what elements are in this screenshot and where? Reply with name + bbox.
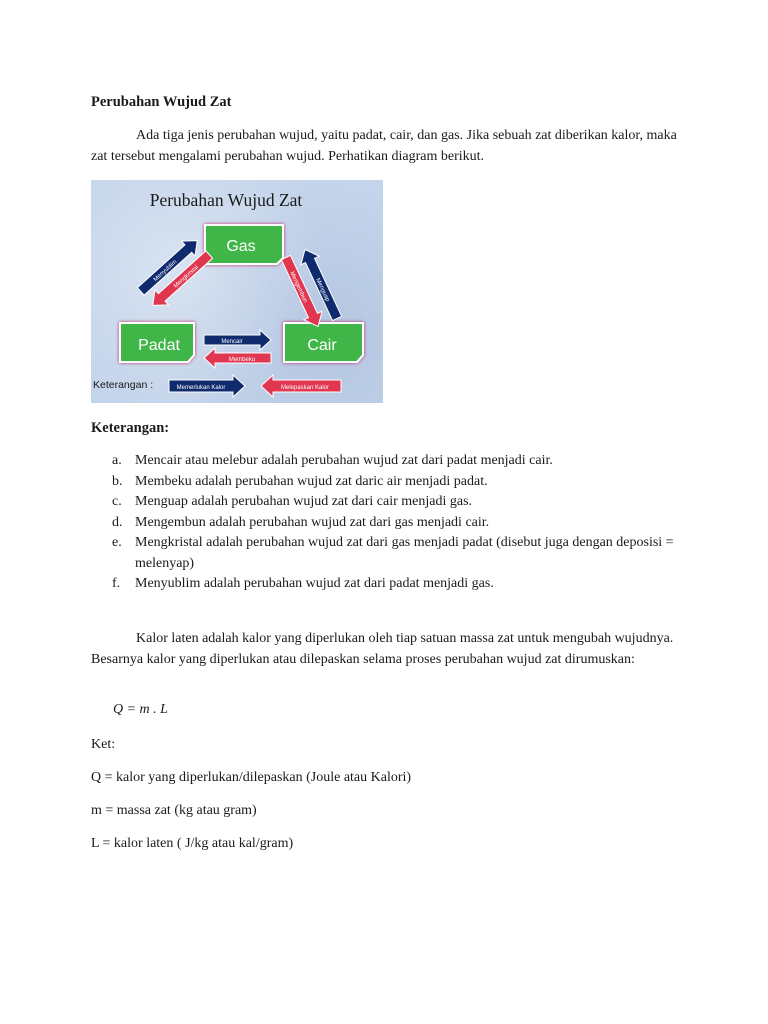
list-item	[112, 533, 692, 574]
arrow-label-mengkristal: Mengkristal	[173, 264, 200, 290]
list-item	[112, 574, 692, 595]
list-item-text: Mengembun adalah perubahan wujud zat dari gas menjadi cair.	[135, 514, 490, 530]
legend-release-heat-label: Melepaskan Kalor	[280, 385, 330, 391]
arrow-label-menyublim: Menyublim	[152, 259, 179, 284]
keterangan-heading: Keterangan:	[91, 420, 170, 436]
list-item-text: Menyublim adalah perubahan wujud zat dari padat menjadi gas.	[135, 576, 494, 591]
keterangan-list	[112, 451, 692, 595]
arrow-membeku	[204, 348, 271, 368]
arrow-label-mengembun: Mengembun	[288, 270, 308, 304]
legend-label: Keterangan :	[93, 379, 154, 391]
arrow-label-membeku: Membeku	[228, 357, 256, 363]
list-item-letter: b.	[112, 473, 123, 489]
intro-paragraph	[91, 125, 681, 167]
list-item-text: Membeku adalah perubahan wujud zat daric air menjadi padat.	[135, 473, 488, 489]
latent-paragraph	[91, 628, 676, 670]
diagram-title: Perubahan Wujud Zat	[149, 190, 303, 210]
list-item-letter: c.	[112, 494, 122, 509]
list-item-letter: e.	[112, 535, 122, 550]
formula: Q = m . L	[113, 702, 168, 717]
legend-release-heat	[261, 375, 341, 397]
list-item-text: Mengkristal adalah perubahan wujud zat dari gas menjadi padat (disebut juga dengan deposisi = melenyap)	[135, 535, 674, 571]
list-item	[112, 513, 692, 534]
ket-label: Ket:	[91, 737, 116, 752]
list-item	[112, 472, 692, 493]
state-box-gas	[205, 225, 283, 264]
list-item-text: Mencair atau melebur adalah perubahan wujud zat dari padat menjadi cair.	[135, 453, 553, 468]
definition-m: m = massa zat (kg atau gram)	[91, 803, 257, 818]
latent-text: Kalor laten adalah kalor yang diperlukan oleh tiap satuan massa zat untuk mengubah wujudnya. Besarnya kalor yang diperlukan atau dilepaskan selama proses perubahan wujud zat dirumuskan:	[91, 631, 674, 667]
legend-need-heat	[169, 375, 245, 397]
state-label-padat: Padat	[138, 337, 180, 354]
intro-text: Ada tiga jenis perubahan wujud, yaitu padat, cair, dan gas. Jika sebuah zat diberikan kalor, maka zat tersebut mengalami perubahan wujud. Perhatikan diagram berikut.	[91, 128, 677, 164]
list-item	[112, 451, 692, 472]
definition-l: L = kalor laten ( J/kg atau kal/gram)	[91, 836, 294, 851]
state-box-cair	[284, 323, 363, 362]
diagram-canvas	[91, 180, 383, 403]
state-box-padat	[120, 323, 194, 362]
phase-change-diagram	[91, 180, 383, 403]
list-item-text: Menguap adalah perubahan wujud zat dari cair menjadi gas.	[135, 494, 473, 509]
list-item-letter: d.	[112, 514, 123, 530]
list-item	[112, 492, 692, 513]
state-label-cair: Cair	[307, 337, 337, 354]
page-title: Perubahan Wujud Zat	[91, 94, 232, 110]
list-item-letter: f.	[112, 576, 121, 591]
arrow-mencair	[204, 330, 271, 350]
state-label-gas: Gas	[226, 238, 256, 255]
definition-q: Q = kalor yang diperlukan/dilepaskan (Joule atau Kalori)	[91, 770, 412, 785]
arrow-label-mencair: Mencair	[221, 339, 243, 345]
legend-need-heat-label: Memerlukan Kalor	[176, 385, 226, 391]
list-item-letter: a.	[112, 453, 122, 468]
arrow-label-menguap: Menguap	[314, 277, 331, 303]
